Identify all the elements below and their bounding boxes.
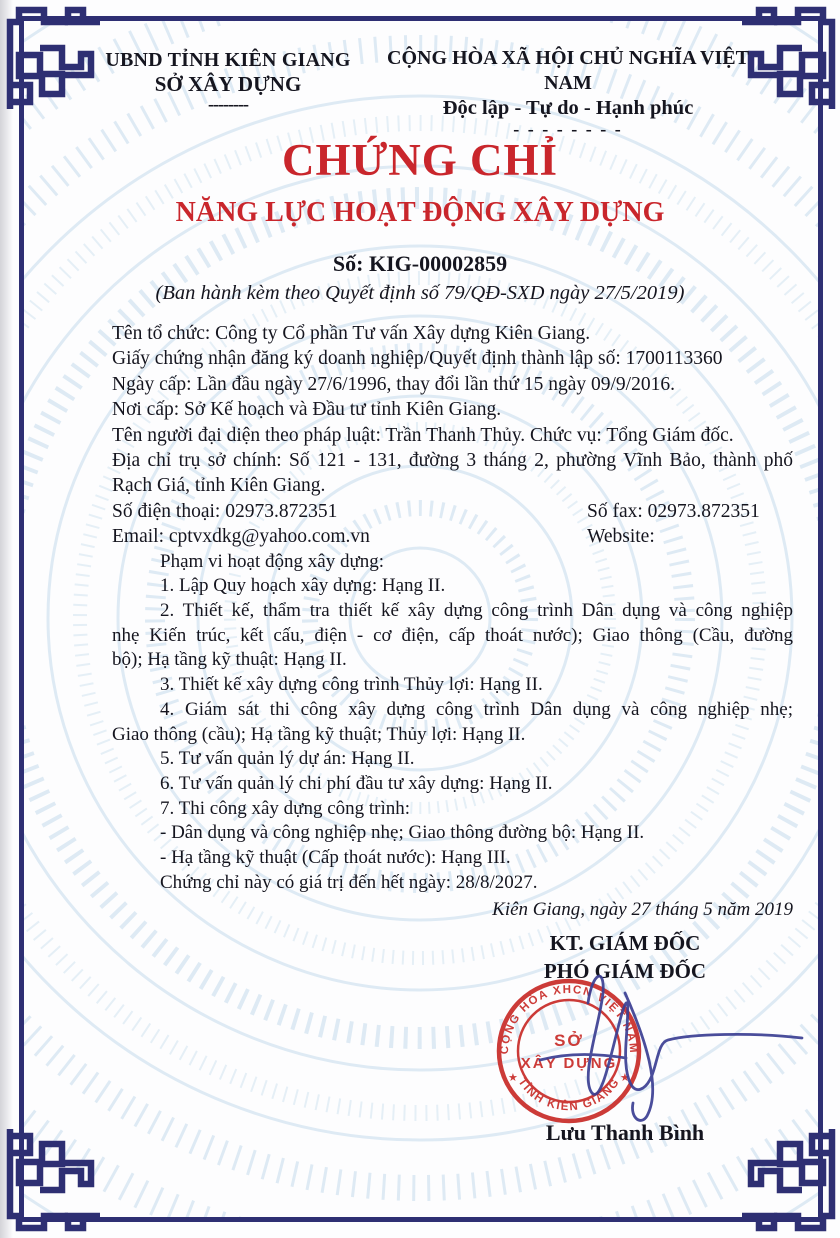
org-phone: Số điện thoại: 02973.872351 <box>112 500 338 522</box>
stamp-star-right-icon: ★ <box>620 1072 630 1084</box>
validity-line: Chứng chỉ này có giá trị đến hết ngày: 28/8/2027. <box>160 871 538 893</box>
scope-item: 2. Thiết kế, thẩm tra thiết kế xây dựng công trình Dân dụng và công nghiệp <box>160 600 793 622</box>
scope-item: 7. Thi công xây dựng công trình: <box>160 797 411 819</box>
stamp-arc-top-text: CỘNG HÒA XHCN VIỆT NAM <box>498 983 640 1055</box>
stamp-center-line1: SỞ <box>554 1031 584 1050</box>
scope-of-activity <box>112 550 793 923</box>
national-motto-block <box>366 46 770 137</box>
corner-ornament-bottom-left <box>4 1129 100 1235</box>
motto-rule: - - - - - - - - <box>513 119 623 139</box>
org-issue-date: Ngày cấp: Lần đầu ngày 27/6/1996, thay đổi lần thứ 15 ngày 09/9/2016. <box>112 373 675 395</box>
scope-item: 5. Tư vấn quản lý dự án: Hạng II. <box>160 748 415 770</box>
org-address-line2: Rạch Giá, tỉnh Kiên Giang. <box>112 475 326 497</box>
org-issue-place: Nơi cấp: Sở Kế hoạch và Đầu tư tỉnh Kiên Giang. <box>112 399 502 421</box>
org-address-line1: Địa chỉ trụ sở chính: Số 121 - 131, đường 3 tháng 2, phường Vĩnh Bảo, thành phố <box>112 450 793 472</box>
organization-info <box>112 321 793 550</box>
signer-name: Lưu Thanh Bình <box>545 1120 705 1145</box>
stamp-center-line2: XÂY DỰNG <box>520 1055 618 1072</box>
scope-sub-item: - Dân dụng và công nghiệp nhẹ; Giao thông đường bộ: Hạng II. <box>160 822 645 844</box>
scope-item-continuation: nhẹ Kiến trúc, kết cấu, điện - cơ điện, cấp thoát nước); Giao thông (Cầu, đường <box>112 624 793 646</box>
certificate-title: CHỨNG CHỈ <box>281 135 559 185</box>
scope-item: 1. Lập Quy hoạch xây dựng: Hạng II. <box>160 575 446 597</box>
org-name: Tên tổ chức: Công ty Cổ phần Tư vấn Xây dựng Kiên Giang. <box>112 323 591 344</box>
issuing-authority-block <box>90 48 366 112</box>
org-email: Email: cptvxdkg@yahoo.com.vn <box>112 526 370 548</box>
certificate-number: Số: KIG-00002859 <box>332 251 508 276</box>
org-email-website-row <box>112 524 793 549</box>
scope-item: 3. Thiết kế xây dựng công trình Thủy lợi: Hạng II. <box>160 674 543 696</box>
authority-parent: UBND TỈNH KIÊN GIANG <box>105 49 351 71</box>
certificate-body <box>112 321 793 922</box>
org-representative: Tên người đại diện theo pháp luật: Trần Thanh Thủy. Chức vụ: Tổng Giám đốc. <box>112 424 734 446</box>
issuance-decision-note: (Ban hành kèm theo Quyết định số 79/QĐ-SXD ngày 27/5/2019) <box>155 282 685 304</box>
corner-ornament-top-left <box>4 3 100 109</box>
org-website: Website: <box>587 526 655 548</box>
org-fax: Số fax: 02973.872351 <box>587 500 760 522</box>
authority-rule: -------- <box>208 94 248 114</box>
place-and-date: Kiên Giang, ngày 27 tháng 5 năm 2019 <box>492 898 793 920</box>
signature-ink <box>500 948 820 1138</box>
scope-item-continuation: Giao thông (cầu); Hạ tầng kỹ thuật; Thủy lợi: Hạng II. <box>112 723 526 745</box>
org-phone-fax-row <box>112 499 793 524</box>
signer-title-1: KT. GIÁM ĐỐC <box>549 931 701 955</box>
stamp-arc-bottom-text: TỈNH KIÊN GIANG <box>515 1076 623 1114</box>
scope-heading: Phạm vi hoạt động xây dựng: <box>160 550 385 572</box>
org-registration: Giấy chứng nhận đăng ký doanh nghiệp/Quyết định thành lập số: 1700113360 <box>112 348 723 370</box>
scope-item-continuation: bộ); Hạ tầng kỹ thuật: Hạng II. <box>112 649 347 671</box>
scope-sub-item: - Hạ tầng kỹ thuật (Cấp thoát nước): Hạng III. <box>160 847 511 869</box>
stamp-star-left-icon: ★ <box>508 1072 518 1084</box>
authority-department: SỞ XÂY DỰNG <box>154 72 302 96</box>
national-title: CỘNG HÒA XÃ HỘI CHỦ NGHĨA VIỆT NAM <box>387 47 749 94</box>
certificate-subtitle: NĂNG LỰC HOẠT ĐỘNG XÂY DỰNG <box>175 197 665 228</box>
national-motto: Độc lập - Tự do - Hạnh phúc <box>442 97 694 119</box>
scope-item: 4. Giám sát thi công xây dựng công trình Dân dụng và công nghiệp nhẹ; <box>160 698 793 720</box>
signer-title-2: PHÓ GIÁM ĐỐC <box>543 959 707 983</box>
scope-item: 6. Tư vấn quản lý chi phí đầu tư xây dựng: Hạng II. <box>160 772 553 794</box>
